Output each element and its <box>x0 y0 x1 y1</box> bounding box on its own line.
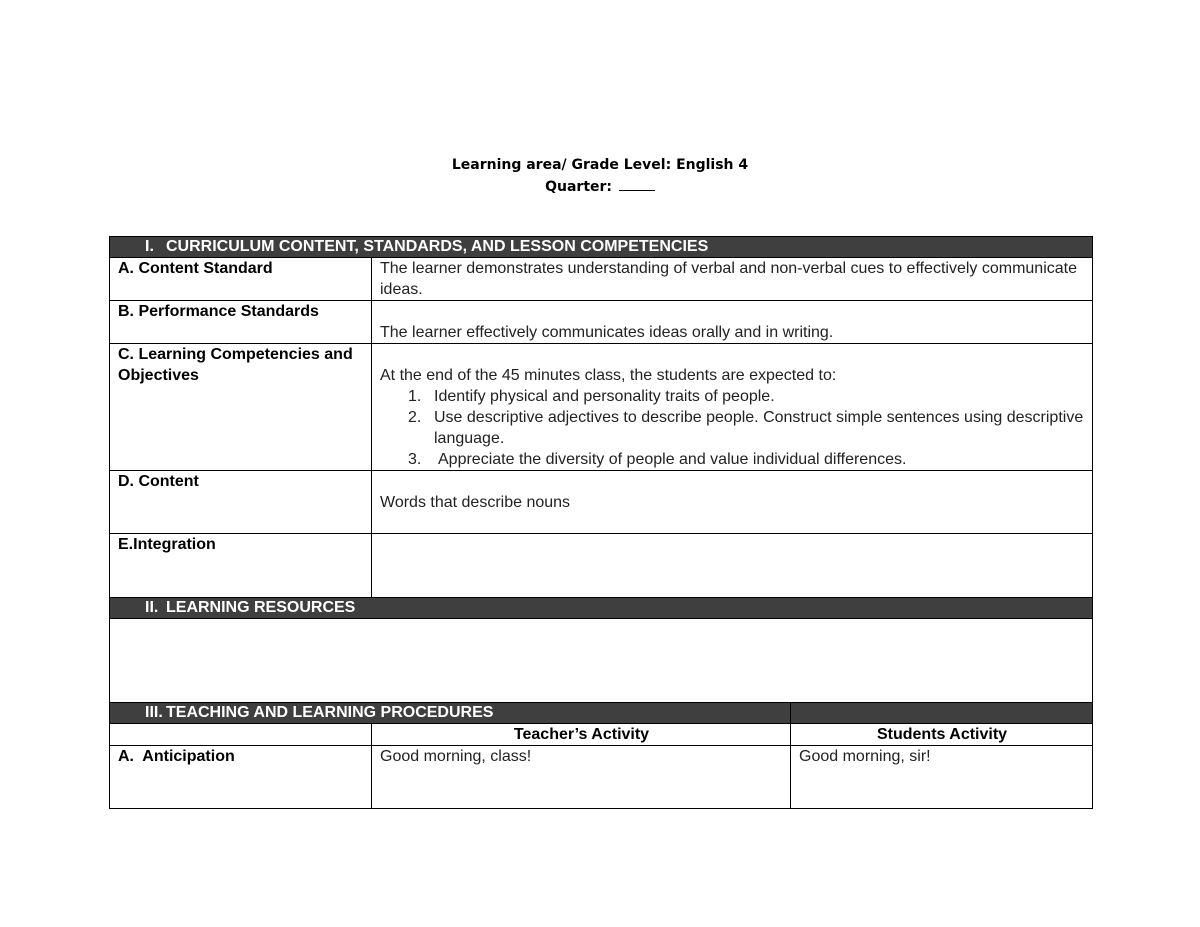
integration-row <box>110 534 1093 598</box>
document-header <box>0 154 1200 198</box>
section-2-title: LEARNING RESOURCES <box>166 599 356 616</box>
performance-standards-label: B. Performance Standards <box>110 301 372 344</box>
performance-standards-row <box>110 301 1093 344</box>
anticipation-row <box>110 746 1093 809</box>
lesson-plan-table <box>109 236 1093 809</box>
procedures-header-blank <box>110 724 372 746</box>
content-standard-row <box>110 258 1093 301</box>
anticipation-students: Good morning, sir! <box>791 746 1093 809</box>
objective-number: 1. <box>408 388 422 405</box>
section-3-header-blank <box>791 703 1093 724</box>
performance-standards-value: The learner effectively communicates ideas orally and in writing. <box>380 324 834 341</box>
content-standard-value: The learner demonstrates understanding of verbal and non-verbal cues to effectively communicate ideas. <box>372 258 1093 301</box>
content-standard-label: A. Content Standard <box>110 258 372 301</box>
section-3-header <box>110 703 1093 724</box>
objective-number: 3. <box>408 451 422 468</box>
quarter-blank <box>619 176 655 191</box>
learning-resources-row <box>110 619 1093 703</box>
quarter-label: Quarter: <box>545 179 613 195</box>
section-1-header <box>110 237 1093 258</box>
objective-text: Appreciate the diversity of people and value individual differences. <box>438 451 907 468</box>
competencies-intro: At the end of the 45 minutes class, the students are expected to: <box>380 367 837 384</box>
learning-area-title: Learning area/ Grade Level: English 4 <box>451 157 749 173</box>
teacher-activity-header: Teacher’s Activity <box>372 724 791 746</box>
section-1-title: CURRICULUM CONTENT, STANDARDS, AND LESSON COMPETENCIES <box>166 238 709 255</box>
objective-item <box>380 386 1085 407</box>
procedures-header-row <box>110 724 1093 746</box>
section-1-number: I. <box>145 238 154 255</box>
competencies-label: C. Learning Competencies and Objectives <box>110 344 372 471</box>
integration-value <box>372 534 1093 598</box>
objectives-list <box>380 386 1085 470</box>
learning-resources-body <box>110 619 1093 703</box>
objective-number: 2. <box>408 409 422 426</box>
anticipation-label: A. Anticipation <box>110 746 372 809</box>
section-3-title: TEACHING AND LEARNING PROCEDURES <box>166 704 494 721</box>
objective-item <box>380 449 1085 470</box>
content-value: Words that describe nouns <box>380 494 571 511</box>
students-activity-header: Students Activity <box>791 724 1093 746</box>
content-label: D. Content <box>110 471 372 534</box>
quarter-line <box>0 176 1200 198</box>
objective-item <box>380 407 1085 449</box>
content-row <box>110 471 1093 534</box>
integration-label: E.Integration <box>110 534 372 598</box>
anticipation-teacher: Good morning, class! <box>372 746 791 809</box>
objective-text: Identify physical and personality traits of people. <box>434 388 775 405</box>
section-3-number: III. <box>145 704 163 721</box>
competencies-row <box>110 344 1093 471</box>
section-2-header <box>110 598 1093 619</box>
objective-text: Use descriptive adjectives to describe people. Construct simple sentences using descriptive language. <box>434 409 1084 447</box>
section-2-number: II. <box>145 599 159 616</box>
